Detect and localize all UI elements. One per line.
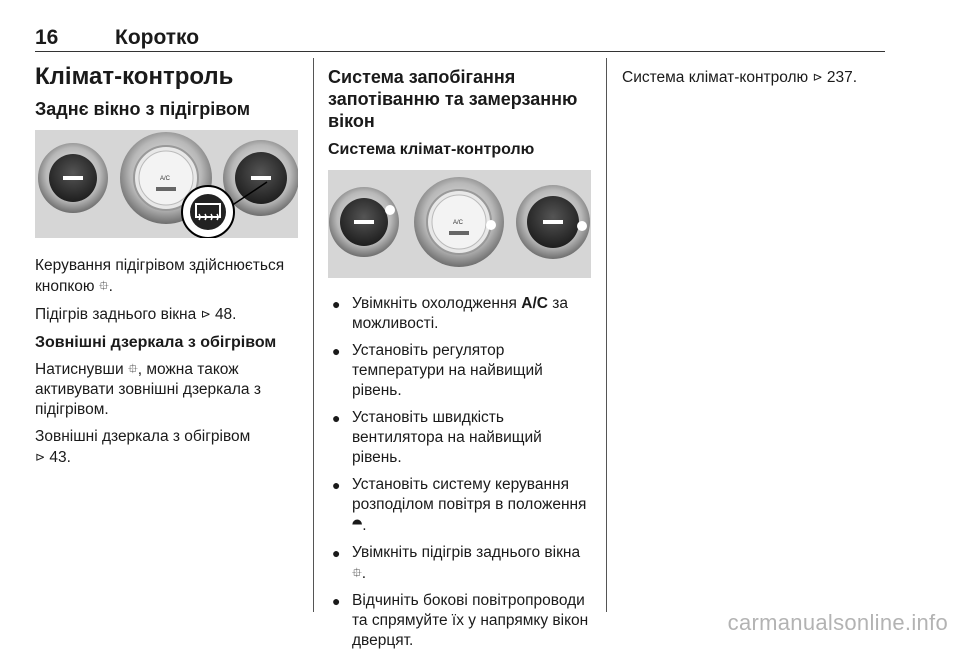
climate-panel-illustration-2 <box>328 170 591 278</box>
windscreen-defrost-icon: ⯊ <box>352 517 363 532</box>
rear-window-heating-icon: ⯐ <box>127 361 138 376</box>
reference-arrow-icon: ⊳ <box>812 70 823 84</box>
reference-arrow-icon: ⊳ <box>35 450 46 464</box>
subsection-title-mirrors: Зовнішні дзеркала з обігрівом <box>35 334 277 351</box>
column-3 <box>622 58 887 95</box>
climate-panel-illustration <box>35 130 298 238</box>
page-header <box>35 22 885 52</box>
column-divider-1 <box>313 58 314 612</box>
list-item: ● Відчиніть бокові повітропроводи та спрямуйте їх у напрямку вікон дверцят. <box>332 592 589 649</box>
section-title: Клімат-контроль <box>35 63 234 90</box>
paragraph-rear-ref: Підігрів заднього вікна ⊳ 48. <box>35 306 237 323</box>
climate-panel-figure-2 <box>328 170 591 278</box>
figure-ac-label-2: A/C <box>453 220 464 226</box>
rear-window-heating-icon: ⯐ <box>352 565 362 580</box>
list-item: ● Увімкніть підігрів заднього вікна ⯐. <box>332 544 581 582</box>
climate-panel-figure <box>35 130 298 238</box>
rear-heat-button-callout <box>182 186 234 238</box>
paragraph-mirrors-ref: Зовнішні дзеркала з обігрівом ⊳ 43. <box>35 428 251 466</box>
reference-arrow-icon: ⊳ <box>200 307 211 321</box>
paragraph-climate-ref: Система клімат-контролю ⊳ 237. <box>622 69 858 86</box>
list-item: ● Установіть регулятор температури на найвищий рівень. <box>332 342 543 399</box>
list-item: ● Увімкніть охолодження A/C за можливості. <box>332 295 568 332</box>
column-divider-2 <box>606 58 607 612</box>
figure-ac-label: A/C <box>160 176 171 182</box>
distribution-knob <box>516 185 590 259</box>
defog-steps-list <box>328 294 593 651</box>
fan-knob <box>329 187 399 257</box>
watermark: carmanualsonline.info <box>727 610 948 635</box>
section-title-defog: Система запобігання запотіванню та замерзанню вікон <box>328 67 578 131</box>
subsection-title-climate: Система клімат-контролю <box>328 141 535 158</box>
paragraph-mirrors: Натиснувши ⯐, можна також активувати зовнішні дзеркала з підігрівом. <box>35 361 261 418</box>
column-2 <box>328 58 593 658</box>
column-1 <box>35 58 300 475</box>
rear-window-heating-icon: ⯐ <box>98 278 109 293</box>
temperature-knob <box>414 177 504 267</box>
list-item: ● Установіть систему керування розподілом повітря в положення ⯊. <box>332 476 587 534</box>
subsection-title-rear-window: Заднє вікно з підігрівом <box>35 99 251 119</box>
page-number: 16 <box>35 26 59 49</box>
running-title: Коротко <box>115 26 200 49</box>
fan-knob <box>38 143 108 213</box>
paragraph-rear-control: Керування підігрівом здійснюється кнопкою ⯐. <box>35 257 285 295</box>
list-item: ● Установіть швидкість вентилятора на найвищий рівень. <box>332 409 542 466</box>
header-rule <box>35 51 885 52</box>
